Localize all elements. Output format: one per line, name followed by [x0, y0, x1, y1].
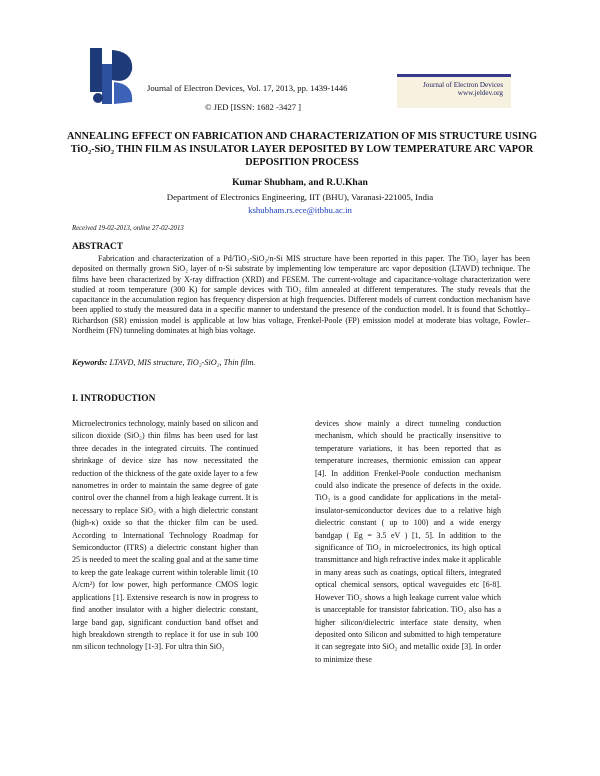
journal-citation: Journal of Electron Devices, Vol. 17, 2013, pp. 1439-1446	[147, 83, 348, 93]
author-email[interactable]: kshubham.rs.ece@itbhu.ac.in	[248, 205, 352, 215]
received-date: Received 19-02-2013, online 27-02-2013	[72, 225, 184, 232]
affiliation: Department of Electronics Engineering, IIT (BHU), Varanasi-221005, India	[166, 192, 434, 202]
issn-line: © JED [ISSN: 1682 -3427 ]	[205, 102, 302, 112]
journal-logo	[88, 44, 138, 108]
authors: Kumar Shubham, and R.U.Khan	[232, 177, 368, 188]
abstract-heading: ABSTRACT	[72, 242, 124, 252]
intro-column-right: devices show mainly a direct tunneling conduction mechanism, which should be practically insensitive to temperature variations, it has been reported that as temperature increases, thermionic emission can appear [4]. In addition Frenkel-Poole conduction mechanism could also indicate the presence of defects in the oxide. TiO₂ is a good candidate for applications in the metal-insulator-semiconductor devices due to a relative high dielectric constant ( up to 100) and a wide energy bandgap ( Eg = 3.5 eV ) [1, 5]. In addition to the significance of TiO₂ in microelectronics, its high optical transmittance and high refractive index make it applicable in many areas such as coatings, optical filters, integrated optical chemical sensors, optical waveguides etc [6-8]. However TiO₂ shows a high leakage current value which is unacceptable for transistor fabrication. TiO₂ also has a higher silicon/dielectric interface state density, when deposited onto Silicon and submitted to high temperature it can segregate into SiO₂ and metallic oxide [3]. In order to minimize these	[315, 419, 501, 664]
keywords-label: Keywords:	[72, 358, 108, 367]
paper-title: ANNEALING EFFECT ON FABRICATION AND CHARACTERIZATION OF MIS STRUCTURE USING TiO₂-SiO₂ THIN FILM AS INSULATOR LAYER DEPOSITED BY LOW TEMPERATURE ARC VAPOR DEPOSITION PROCESS	[66, 131, 538, 169]
abstract-text: Fabrication and characterization of a Pd/TiO₂-SiO₂/n-Si MIS structure have been reported in this paper. The TiO₂ layer has been deposited on thermally grown SiO₂ layer of n-Si substrate by implementing low temperature arc vapor deposition (LTAVD) technique. The films have been characterized by X-ray diffraction (XRD) and FESEM. The current-voltage and capacitance-voltage characterization were studied at room temperature (300 K) for sample devices with TiO₂ film annealed at different temperatures. The study reveals that the capacitance in the accumulation region has frequency dispersion at high frequencies. Different models of current conduction mechanism have been applied to study the measured data in a specific manner to understand the presence of the conduction model. It is found that Schottky–Richardson (SR) emission model is applicable at low bias voltage, Frenkel-Poole (FP) emission model at moderate bias voltage, Fowler–Nordheim (FN) tunneling dominates at high bias voltage.	[72, 254, 530, 336]
banner-url: www.jeldev.org	[457, 89, 503, 97]
journal-banner	[397, 74, 511, 108]
banner-title: Journal of Electron Devices	[422, 81, 503, 89]
keywords-list: LTAVD, MIS structure, TiO₂-SiO₂, Thin film.	[107, 358, 256, 367]
intro-heading: I. INTRODUCTION	[72, 394, 156, 404]
keywords	[72, 358, 255, 367]
intro-column-left: Microelectronics technology, mainly based on silicon and silicon dioxide (SiO₂) thin films has been used for last three decades in the integrated circuits. The continued shrinkage of device size has now necessitated the reduction of the thickness of the gate oxide layer to a few nanometres in order to maintain the same degree of gate control over the channel from a high leakage current. It is necessary to replace SiO₂ with a high dielectric constant (high-κ) oxide so that the thicker film can be used. According to International Technology Roadmap for Semiconductor (ITRS) a dielectric constant higher than 25 is needed to meet the scaling goal and at the same time to keep the gate leakage current within tolerable limit (10 A/cm²) for low power, high performance CMOS logic applications [1]. Extensive research is now in progress to find another insulator with a higher dielectric constant, large band gap, significant conduction band offset and high breakdown strength to replace it for use in sub 100 nm silicon technology [1-3]. For ultra thin SiO₂	[72, 419, 258, 652]
